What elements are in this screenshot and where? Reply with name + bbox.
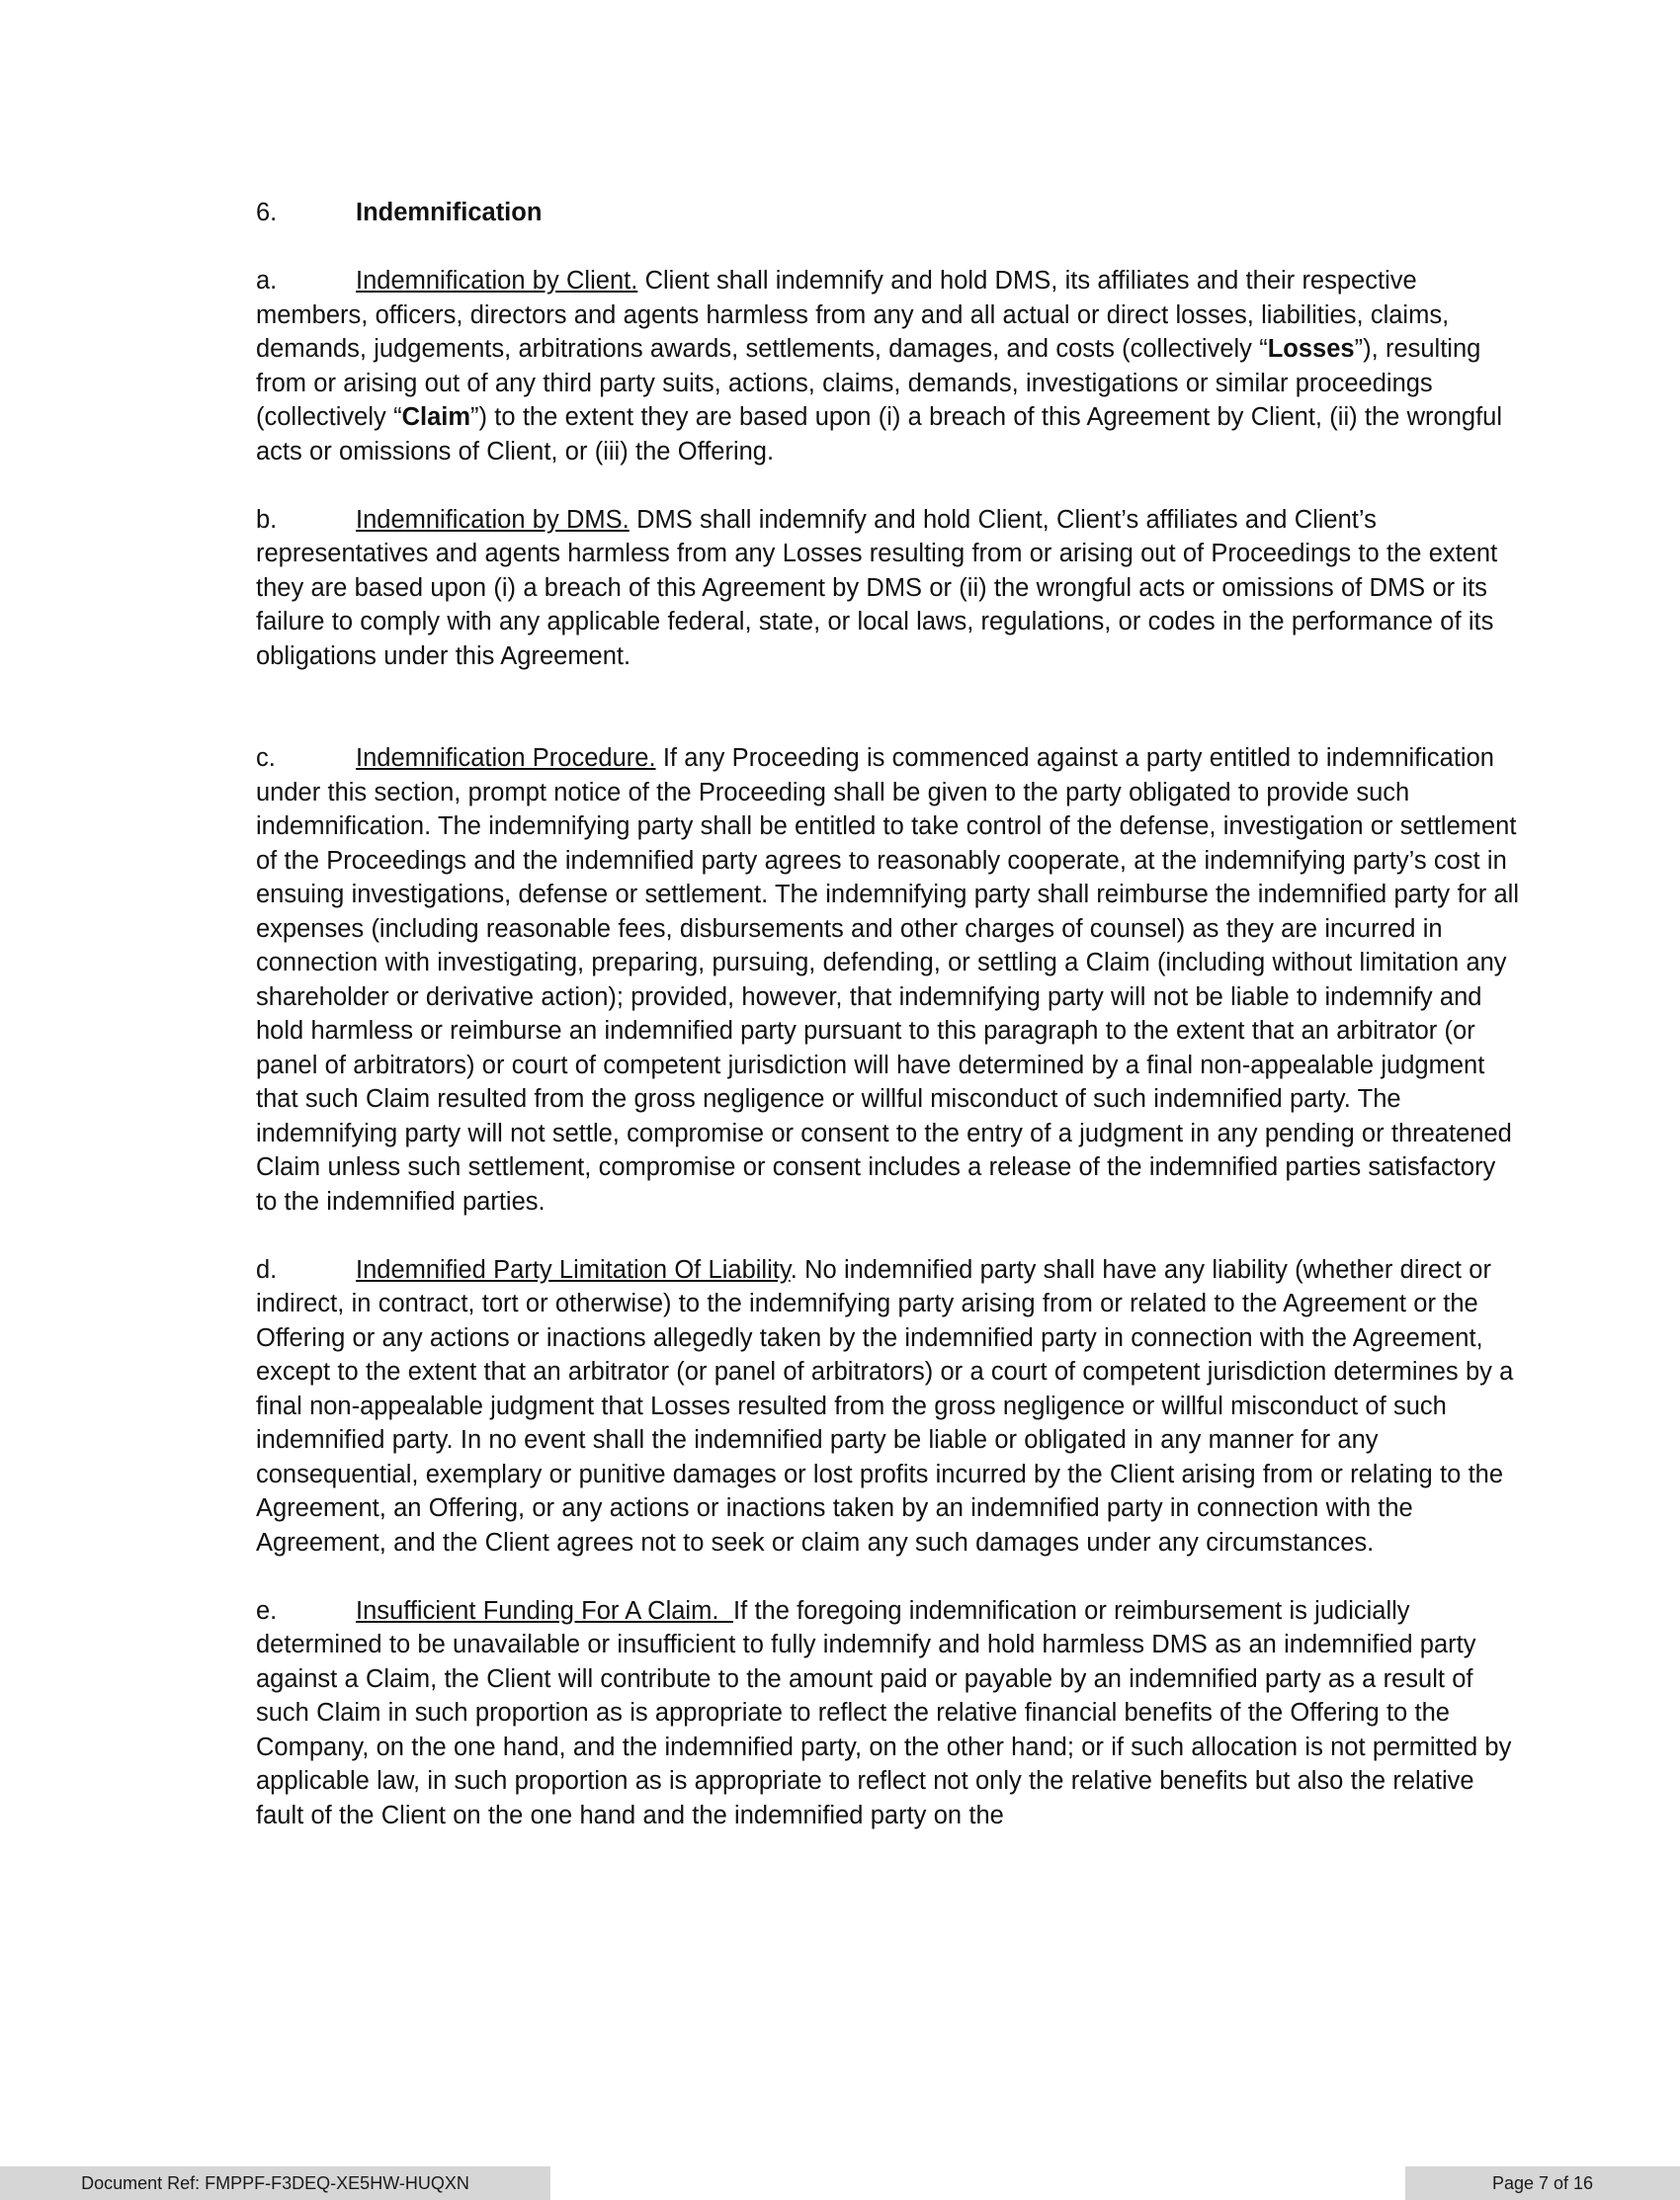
page-content xyxy=(256,196,1521,1832)
section-number: 6. xyxy=(256,199,278,226)
paragraph-a-heading: Indemnification by Client. xyxy=(356,267,638,295)
section-title: Indemnification xyxy=(356,199,543,226)
paragraph-b-heading: Indemnification by DMS. xyxy=(356,505,630,534)
section-heading xyxy=(256,196,1521,230)
document-ref-footer: Document Ref: FMPPF-F3DEQ-XE5HW-HUQXN xyxy=(0,2166,550,2200)
paragraph-a-text-3: ”) to the extent they are based upon (i) a breach of this Agreement by Client, (ii) the wrongful acts or omissions of Client, or (iii) the Offering. xyxy=(256,403,1502,465)
page-number-footer: Page 7 of 16 xyxy=(1405,2166,1680,2200)
paragraph-e xyxy=(256,1594,1521,1833)
paragraph-e-text: If the foregoing indemnification or reimbursement is judicially determined to be unavailable or insufficient to fully indemnify and hold harmless DMS as an indemnified party against a Claim, the Client will contribute to the amount paid or payable by an indemnified party as a result of such Claim in such proportion as is appropriate to reflect the relative financial benefits of the Offering to the Company, on the one hand, and the indemnified party, on the other hand; or if such allocation is not permitted by applicable law, in such proportion as is appropriate to reflect not only the relative benefits but also the relative fault of the Client on the one hand and the indemnified party on the xyxy=(256,1596,1512,1829)
paragraph-e-heading: Insufficient Funding For A Claim. xyxy=(356,1596,733,1625)
paragraph-b xyxy=(256,503,1521,674)
paragraph-c xyxy=(256,741,1521,1219)
paragraph-a-label: a. xyxy=(256,267,278,295)
paragraph-b-text: DMS shall indemnify and hold Client, Client’s affiliates and Client’s representatives and agents harmless from any Losses resulting from or arising out of Proceedings to the extent they are based upon (i) a breach of this Agreement by DMS or (ii) the wrongful acts or omissions of DMS or its failure to comply with any applicable federal, state, or local laws, regulations, or codes in the performance of its obligations under this Agreement. xyxy=(256,505,1498,670)
paragraph-d-heading: Indemnified Party Limitation Of Liability xyxy=(356,1255,791,1284)
paragraph-c-text: If any Proceeding is commenced against a party entitled to indemnification under this section, prompt notice of the Proceeding shall be given to the party obligated to provide such indemnification. The indemnifying party shall be entitled to take control of the defense, investigation or settlement of the Proceedings and the indemnified party agrees to reasonably cooperate, at the indemnifying party’s cost in ensuing investigations, defense or settlement. The indemnifying party shall reimburse the indemnified party for all expenses (including reasonable fees, disbursements and other charges of counsel) as they are incurred in connection with investigating, preparing, pursuing, defending, or settling a Claim (including without limitation any shareholder or derivative action); provided, however, that indemnifying party will not be liable to indemnify and hold harmless or reimburse an indemnified party pursuant to this paragraph to the extent that an arbitrator (or panel of arbitrators) or court of competent jurisdiction will have determined by a final non-appealable judgment that such Claim resulted from the gross negligence or willful misconduct of such indemnified party. The indemnifying party will not settle, compromise or consent to the entry of a judgment in any pending or threatened Claim unless such settlement, compromise or consent includes a release of the indemnified parties satisfactory to the indemnified parties. xyxy=(256,744,1520,1216)
paragraph-e-label: e. xyxy=(256,1596,278,1625)
paragraph-a-text-1: Client shall indemnify and hold DMS, its affiliates and their respective members, officers, directors and agents harmless from any and all actual or direct losses, liabilities, claims, demands, judgements, arbitrations awards, settlements, damages, and costs (collectively “ xyxy=(256,267,1450,363)
paragraph-c-heading: Indemnification Procedure. xyxy=(356,744,656,772)
paragraph-d-label: d. xyxy=(256,1255,278,1284)
defined-term-losses: Losses xyxy=(1267,335,1355,363)
defined-term-claim: Claim xyxy=(401,403,471,431)
paragraph-a-text-2: ”), resulting from or arising out of any third party suits, actions, claims, demands, investigations or similar proceedings (collectively “ xyxy=(256,335,1481,431)
paragraph-d xyxy=(256,1253,1521,1561)
paragraph-c-label: c. xyxy=(256,744,276,772)
paragraph-d-text: . No indemnified party shall have any liability (whether direct or indirect, in contract, tort or otherwise) to the indemnifying party arising from or related to the Agreement or the Offering or any actions or inactions allegedly taken by the indemnified party in connection with the Agreement, except to the extent that an arbitrator (or panel of arbitrators) or a court of competent jurisdiction determines by a final non-appealable judgment that Losses resulted from the gross negligence or willful misconduct of such indemnified party. In no event shall the indemnified party be liable or obligated in any manner for any consequential, exemplary or punitive damages or lost profits incurred by the Client arising from or relating to the Agreement, an Offering, or any actions or inactions taken by an indemnified party in connection with the Agreement, and the Client agrees not to seek or claim any such damages under any circumstances. xyxy=(256,1255,1514,1557)
paragraph-b-label: b. xyxy=(256,505,278,534)
paragraph-a xyxy=(256,264,1521,468)
